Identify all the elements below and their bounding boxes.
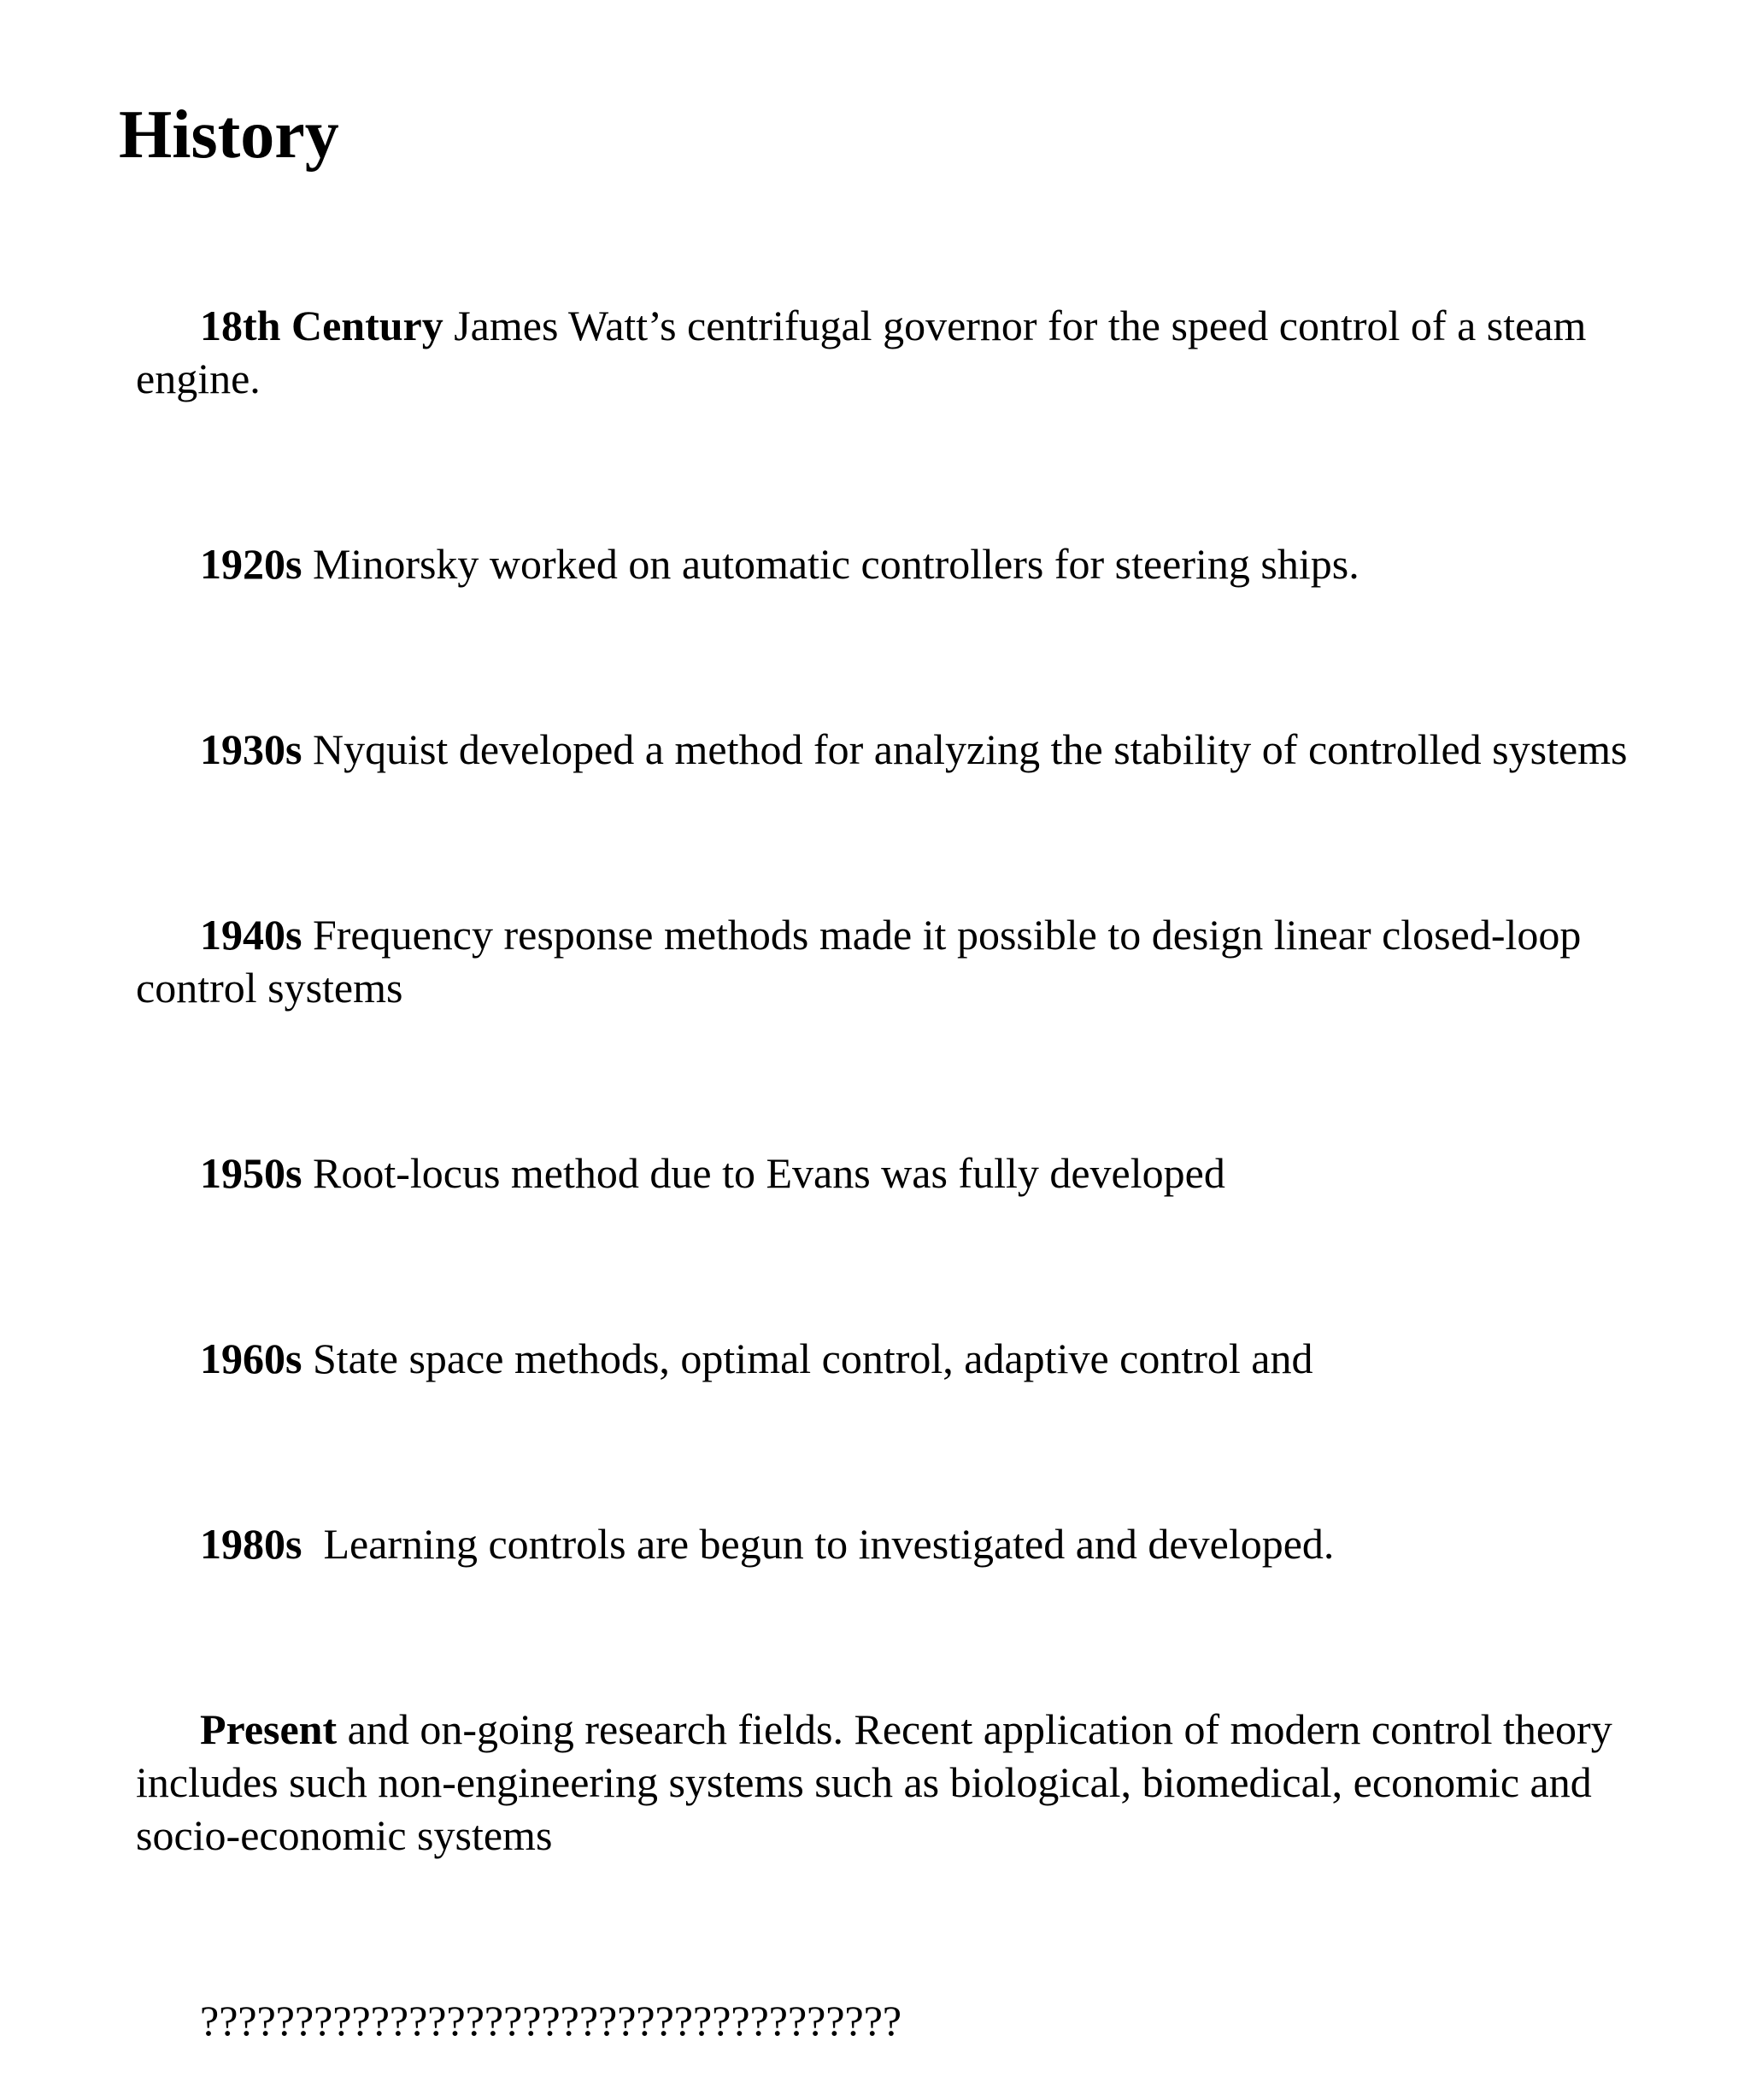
history-item-1930s — [136, 670, 1674, 829]
history-item-label: 1950s — [200, 1149, 302, 1197]
history-item-question-marks — [136, 1941, 1674, 2100]
history-item-label: 1960s — [200, 1334, 302, 1382]
history-item-label: 18th Century — [200, 302, 443, 349]
slide-title: History — [119, 97, 339, 173]
history-item-label: 1930s — [200, 725, 302, 773]
history-item-1980s — [136, 1464, 1674, 1623]
history-item-1960s — [136, 1279, 1674, 1438]
history-item-label: 1980s — [200, 1520, 302, 1568]
history-list — [136, 246, 1674, 2100]
history-item-label: Present — [200, 1705, 338, 1753]
history-item-text: and on-going research fields. Recent application of modern control theory includes such non-engineering systems such as biological, biomedical, economic and socio-economic systems — [136, 1705, 1624, 1859]
history-item-1950s — [136, 1094, 1674, 1252]
history-item-text: James Watt’s centrifugal governor for the speed control of a steam engine. — [136, 302, 1597, 402]
history-item-text: State space methods, optimal control, adaptive control and — [302, 1334, 1313, 1382]
history-item-label: 1920s — [200, 540, 302, 588]
history-item-present — [136, 1650, 1674, 1915]
history-item-text: Nyquist developed a method for analyzing the stability of controlled systems — [302, 725, 1628, 773]
history-item-18th-century — [136, 246, 1674, 458]
history-item-text: ????????????????????????????????????? — [200, 1997, 902, 2044]
history-item-text: Learning controls are begun to investigated and developed. — [302, 1520, 1335, 1568]
history-item-text: Root-locus method due to Evans was fully developed — [302, 1149, 1225, 1197]
history-item-text: Frequency response methods made it possible to design linear closed-loop control systems — [136, 911, 1592, 1012]
history-item-text: Minorsky worked on automatic controllers for steering ships. — [302, 540, 1359, 588]
history-item-label: 1940s — [200, 911, 302, 959]
history-item-1940s — [136, 855, 1674, 1067]
history-item-1920s — [136, 484, 1674, 643]
